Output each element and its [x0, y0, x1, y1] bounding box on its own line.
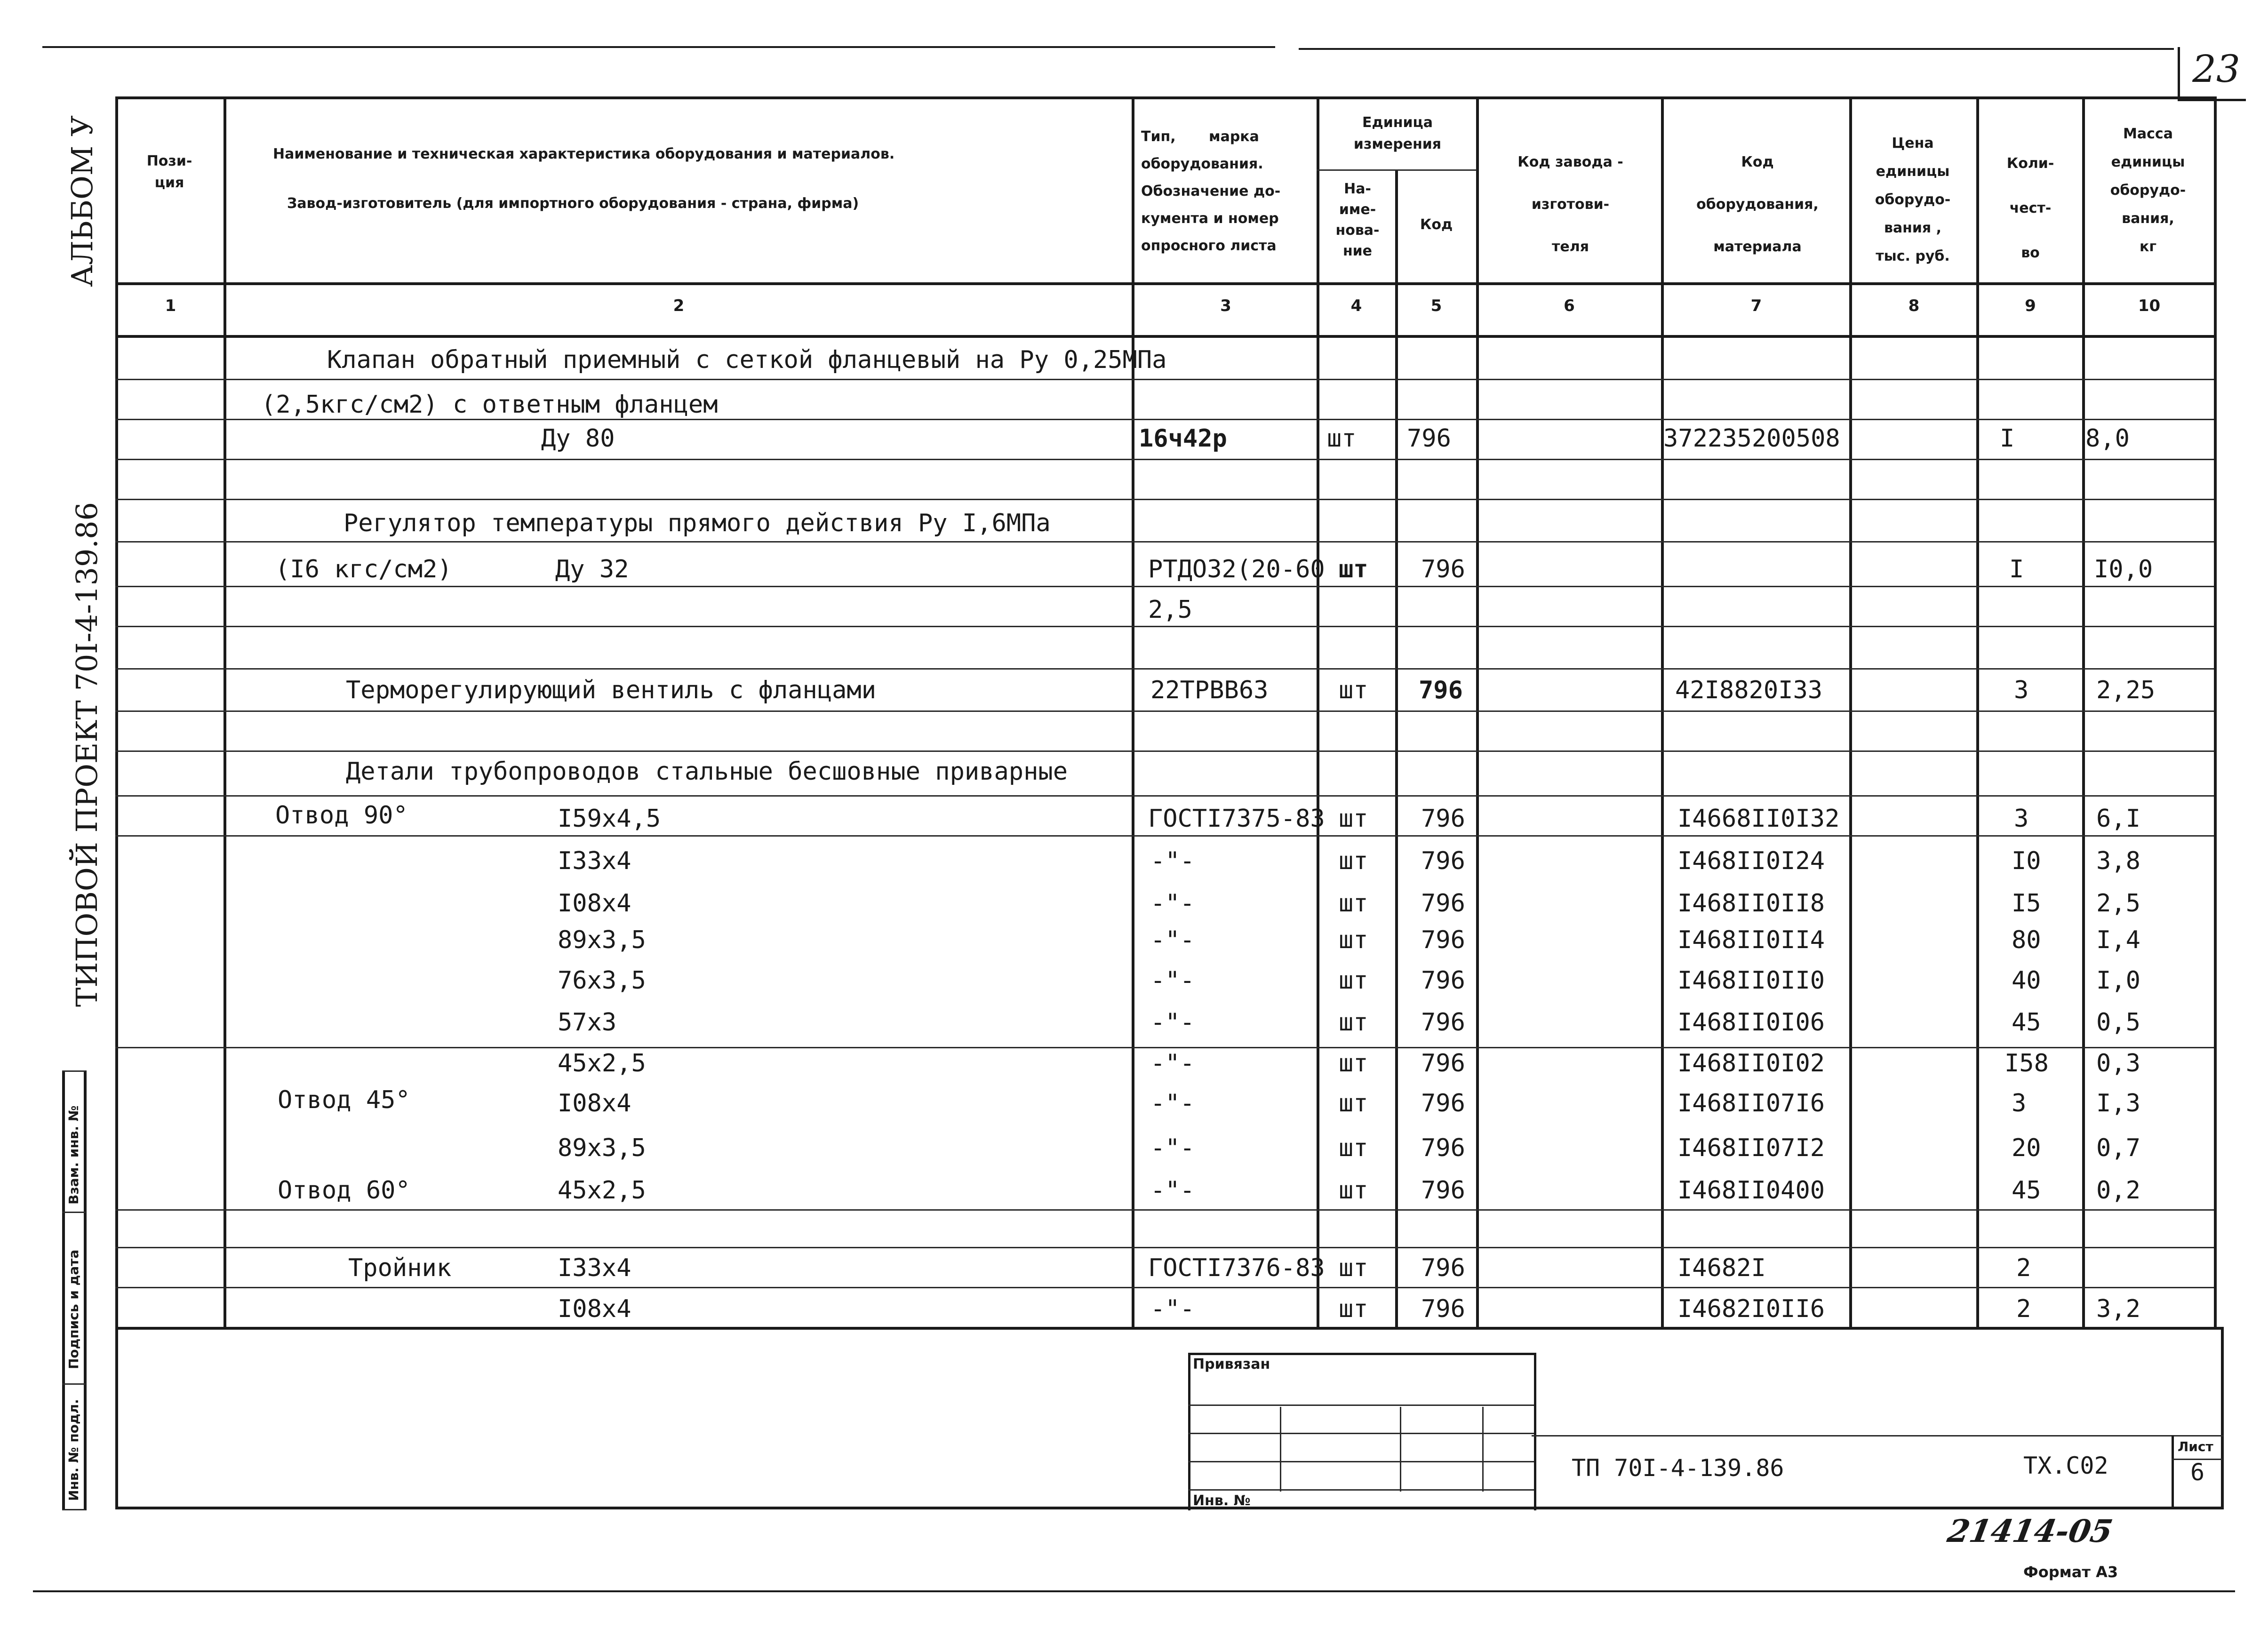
- row-qty: I58: [2004, 1049, 2049, 1077]
- sheet-code: ТХ.С02: [2023, 1452, 2108, 1479]
- row-material-code: I468II0II0: [1677, 966, 1825, 995]
- row-line: [115, 710, 2214, 712]
- list-label: Лист: [2178, 1439, 2213, 1454]
- col-num: 6: [1564, 296, 1575, 315]
- stamp-divider: [62, 1383, 86, 1385]
- row-unit: шт: [1339, 926, 1368, 954]
- row-size: I08x4: [558, 1089, 631, 1117]
- row-material-code: I468II0400: [1677, 1176, 1825, 1205]
- row-size: I08x4: [558, 889, 631, 918]
- project-label: ТИПОВОЙ ПРОЕКТ 70I-4-139.86: [70, 502, 104, 1007]
- row-qty: I0: [2012, 847, 2041, 875]
- header-factory-code: Код завода - изготови- теля: [1517, 154, 1623, 255]
- table-bottom-line: [115, 1507, 2223, 1509]
- row-qty: 20: [2012, 1134, 2041, 1162]
- row-unit-code: 796: [1421, 966, 1465, 995]
- row-mass: 0,7: [2096, 1134, 2140, 1162]
- privyazan-col: [1482, 1407, 1484, 1492]
- row-line: [115, 750, 2214, 752]
- row-unit-code: 796: [1421, 847, 1465, 875]
- list-number: 6: [2190, 1459, 2205, 1486]
- format-label: Формат А3: [2023, 1563, 2118, 1581]
- row-line: [115, 419, 2214, 420]
- row-unit-code: 796: [1421, 1089, 1465, 1117]
- row-unit: шт: [1339, 847, 1368, 875]
- row-type: -"-: [1150, 1049, 1195, 1077]
- table-body-bottom-line: [115, 1327, 2223, 1330]
- row-unit-code: 796: [1421, 926, 1465, 954]
- row-name: (I6 кгс/см2): [275, 555, 452, 583]
- col-divider: [2082, 96, 2085, 1330]
- header-qty: Коли- чест- во: [2006, 155, 2054, 261]
- header-name-line1: Наименование и техническая характеристика оборудования и материалов.: [273, 146, 895, 162]
- podpis-label: Подпись и дата: [66, 1249, 81, 1369]
- table-right-border: [2214, 96, 2217, 1330]
- row-material-code: I4682I0II6: [1677, 1295, 1825, 1323]
- header-type: Тип, марка оборудования. Обозначение до- кумента и номер опросного листа: [1141, 128, 1281, 254]
- row-unit: шт: [1339, 1254, 1368, 1282]
- row-size: I33x4: [558, 847, 631, 875]
- row-size: 57x3: [558, 1008, 617, 1037]
- row-unit-code: 796: [1421, 1008, 1465, 1037]
- row-name: Отвод 60°: [278, 1176, 410, 1205]
- col-num: 4: [1350, 296, 1362, 315]
- row-unit-code: 796: [1421, 555, 1465, 583]
- row-type: ГОСТI7375-83: [1148, 805, 1325, 833]
- bottom-border-line: [33, 1590, 2235, 1592]
- document-code: ТП 70I-4-139.86: [1572, 1454, 1784, 1482]
- privyazan-col: [1280, 1407, 1281, 1492]
- row-type: -"-: [1150, 966, 1195, 995]
- col-divider: [1849, 96, 1852, 1330]
- header-unit: Единица измерения: [1353, 114, 1442, 152]
- row-type: -"-: [1150, 1295, 1195, 1323]
- row-mass: 3,2: [2096, 1295, 2140, 1323]
- row-mass: 0,5: [2096, 1008, 2140, 1037]
- row-material-code: I468II0II8: [1677, 889, 1825, 918]
- row-type: 2,5: [1148, 596, 1192, 624]
- row-unit: шт: [1339, 889, 1368, 918]
- row-mass: 0,2: [2096, 1176, 2140, 1205]
- row-type: -"-: [1150, 889, 1195, 918]
- row-material-code: I468II0I06: [1677, 1008, 1825, 1037]
- row-mass: 2,5: [2096, 889, 2140, 918]
- row-mass: 2,25: [2096, 676, 2156, 704]
- row-name: Тройник: [348, 1254, 452, 1282]
- row-unit-code: 796: [1421, 1254, 1465, 1282]
- row-mass: I,0: [2096, 966, 2140, 995]
- row-material-code: I468II07I2: [1677, 1134, 1825, 1162]
- row-line: [115, 586, 2214, 587]
- row-material-code: I468II0I02: [1677, 1049, 1825, 1077]
- col-num: 8: [1908, 296, 1920, 315]
- row-qty: 3: [2012, 1089, 2027, 1117]
- row-qty: 80: [2012, 926, 2041, 954]
- row-mass: 0,3: [2096, 1049, 2140, 1077]
- row-type: -"-: [1150, 1008, 1195, 1037]
- row-line: [115, 1247, 2214, 1248]
- row-unit-code: 796: [1421, 1134, 1465, 1162]
- row-unit: шт: [1339, 676, 1368, 704]
- row-unit: шт: [1339, 1008, 1368, 1037]
- row-name: Терморегулирующий вентиль с фланцами: [346, 676, 877, 704]
- row-material-code: I468II0II4: [1677, 926, 1825, 954]
- col-divider: [224, 96, 226, 1330]
- col-num: 10: [2138, 296, 2161, 315]
- row-type: РТДО32(20-60: [1148, 555, 1325, 583]
- row-line: [115, 795, 2214, 797]
- col-num: 7: [1750, 296, 1762, 315]
- row-line: [115, 668, 2214, 670]
- unit-header-divider: [1317, 169, 1477, 171]
- row-qty: 45: [2012, 1008, 2041, 1037]
- row-name: Детали трубопроводов стальные бесшовные приварные: [346, 758, 1068, 786]
- row-unit: шт: [1339, 1134, 1368, 1162]
- table-top-line: [115, 96, 2214, 99]
- row-unit: шт: [1339, 1049, 1368, 1077]
- row-unit-code: 796: [1421, 805, 1465, 833]
- row-line: [115, 499, 2214, 500]
- row-size: 89x3,5: [558, 1134, 646, 1162]
- row-qty: 45: [2012, 1176, 2041, 1205]
- top-border-line-right: [1299, 48, 2174, 50]
- col-divider: [1976, 96, 1979, 1330]
- row-size: 45x2,5: [558, 1176, 646, 1205]
- stamp-right-border: [84, 1070, 87, 1510]
- col-divider: [1661, 96, 1664, 1330]
- row-line: [115, 1287, 2214, 1288]
- row-unit-code: 796: [1421, 889, 1465, 918]
- row-name: Клапан обратный приемный с сеткой фланцевый на Ру 0,25МПа: [327, 346, 1167, 374]
- col-divider: [1317, 96, 1319, 1330]
- privyazan-col: [1400, 1407, 1401, 1492]
- row-type: -"-: [1150, 1089, 1195, 1117]
- row-name: Ду 80: [541, 424, 615, 453]
- row-material-code: I4682I: [1677, 1254, 1766, 1282]
- row-unit: шт: [1339, 805, 1368, 833]
- row-unit-code: 796: [1421, 1295, 1465, 1323]
- row-qty: 3: [2014, 805, 2029, 833]
- header-mass: Масса единицы оборудо- вания, кг: [2110, 126, 2186, 255]
- row-qty: I: [2000, 424, 2015, 453]
- row-line: [115, 379, 2214, 380]
- row-type: -"-: [1150, 847, 1195, 875]
- row-material-code: I4668II0I32: [1677, 805, 1840, 833]
- row-unit-code: 796: [1419, 676, 1463, 704]
- inv-podl-label: Инв. № подл.: [66, 1399, 81, 1501]
- row-type: 22ТРВВ63: [1150, 676, 1269, 704]
- row-line: [115, 835, 2214, 837]
- album-label: АЛЬБОМ У: [65, 115, 99, 287]
- stamp-divider: [62, 1070, 86, 1072]
- top-border-line: [42, 46, 1275, 48]
- col-num: 2: [673, 296, 685, 315]
- row-type: -"-: [1150, 1176, 1195, 1205]
- row-unit-code: 796: [1421, 1176, 1465, 1205]
- privyazan-box: [1188, 1353, 1536, 1510]
- stamp-line: [1532, 1435, 2223, 1436]
- stamp-left-border: [62, 1070, 65, 1510]
- handwritten-number: 21414-05: [1945, 1513, 2116, 1549]
- row-qty: 2: [2016, 1254, 2031, 1282]
- header-material-code: Код оборудования, материала: [1696, 154, 1819, 255]
- row-line: [115, 1209, 2214, 1211]
- row-qty: 2: [2016, 1295, 2031, 1323]
- col-num: 3: [1220, 296, 1231, 315]
- row-type: 16ч42р: [1139, 424, 1227, 453]
- row-unit: шт: [1327, 424, 1357, 453]
- row-name: Регулятор температуры прямого действия Ру I,6МПа: [343, 509, 1051, 537]
- row-type: -"-: [1150, 926, 1195, 954]
- row-type: -"-: [1150, 1134, 1195, 1162]
- colnum-bottom-line: [115, 335, 2214, 338]
- header-name-line2: Завод-изготовитель (для импортного оборудования - страна, фирма): [287, 195, 859, 212]
- row-qty: I5: [2012, 889, 2041, 918]
- row-unit: шт: [1339, 1176, 1368, 1205]
- row-line: [115, 1047, 2214, 1048]
- header-price: Цена единицы оборудо- вания , тыс. руб.: [1875, 135, 1951, 264]
- row-unit: шт: [1339, 1089, 1368, 1117]
- header-bottom-line: [115, 282, 2214, 285]
- stamp-divider: [62, 1212, 86, 1213]
- row-unit-code: 796: [1421, 1049, 1465, 1077]
- row-material-code: 372235200508: [1663, 424, 1840, 453]
- row-size: 76x3,5: [558, 966, 646, 995]
- row-mass: I0,0: [2094, 555, 2153, 583]
- row-unit: шт: [1339, 966, 1368, 995]
- row-mass: 8,0: [2085, 424, 2130, 453]
- col-divider: [1395, 169, 1398, 1330]
- row-unit: шт: [1339, 1295, 1368, 1323]
- page-number: 23: [2192, 47, 2240, 91]
- row-mass: I,3: [2096, 1089, 2140, 1117]
- row-qty: 40: [2012, 966, 2041, 995]
- privyazan-label: Привязан: [1193, 1356, 1270, 1373]
- row-material-code: I468II07I6: [1677, 1089, 1825, 1117]
- vzam-label: Взам. инв. №: [66, 1105, 81, 1205]
- row-line: [115, 459, 2214, 460]
- row-size: Ду 32: [555, 555, 629, 583]
- row-unit: шт: [1339, 555, 1368, 583]
- header-unit-code: Код: [1420, 216, 1453, 233]
- privyazan-line: [1188, 1405, 1534, 1406]
- row-size: I08x4: [558, 1295, 631, 1323]
- row-qty: 3: [2014, 676, 2029, 704]
- row-size: 45x2,5: [558, 1049, 646, 1077]
- row-mass: 6,I: [2096, 805, 2140, 833]
- row-name: Отвод 90°: [275, 801, 408, 830]
- header-pos: Пози- ция: [146, 153, 192, 191]
- row-size: I59x4,5: [558, 805, 661, 833]
- row-name: (2,5кгс/см2) с ответным фланцем: [261, 391, 718, 419]
- row-mass: I,4: [2096, 926, 2140, 954]
- col-num: 5: [1430, 296, 1442, 315]
- col-divider: [1476, 96, 1479, 1330]
- row-line: [115, 541, 2214, 543]
- stamp-divider: [62, 1509, 86, 1510]
- header-unit-name: На- име- нова- ние: [1335, 181, 1380, 259]
- col-num: 9: [2025, 296, 2036, 315]
- row-line: [115, 626, 2214, 627]
- row-size: 89x3,5: [558, 926, 646, 954]
- row-material-code: I468II0I24: [1677, 847, 1825, 875]
- inv-label: Инв. №: [1193, 1492, 1251, 1509]
- col-divider: [1132, 96, 1134, 1330]
- row-material-code: 42I8820I33: [1675, 676, 1823, 704]
- row-unit-code: 796: [1407, 424, 1451, 453]
- row-name: Отвод 45°: [278, 1086, 410, 1114]
- row-qty: I: [2009, 555, 2024, 583]
- col-num: 1: [165, 296, 176, 315]
- row-size: I33x4: [558, 1254, 631, 1282]
- row-mass: 3,8: [2096, 847, 2140, 875]
- row-type: ГОСТI7376-83: [1148, 1254, 1325, 1282]
